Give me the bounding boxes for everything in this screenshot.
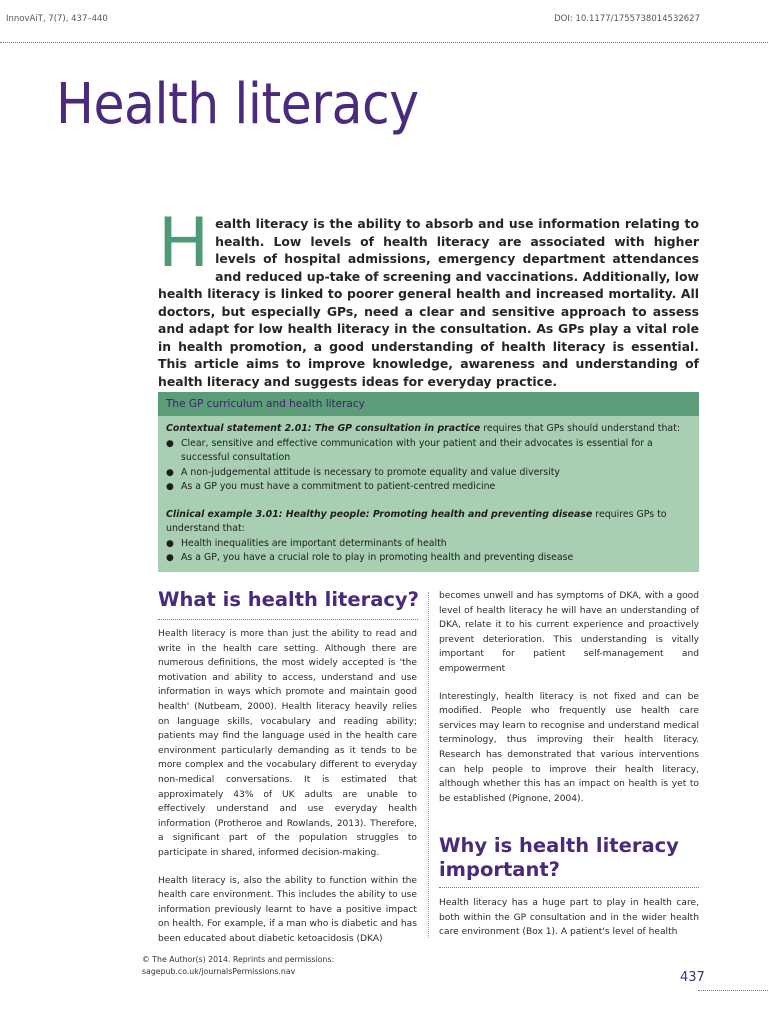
permissions-link[interactable]: sagepub.co.uk/journalsPermissions.nav [142,967,296,976]
heading-what-is: What is health literacy? [158,588,419,611]
footer-copyright [142,954,334,978]
abstract-text: ealth literacy is the ability to absorb and use information relating to health. Low levels of health literacy are associated with higher levels of hospital admissions, emergency department attendances and reduced up-take of screening and vaccinations. Additionally, low health literacy is linked to poorer general health and increased mortality. All doctors, but especially GPs, need a clear and sensitive approach to assess and adapt for low health literacy in the consultation. As GPs play a vital role in health promotion, a good understanding of health literacy is essential. This article aims to improve knowledge, awareness and understanding of health literacy and suggests ideas for everyday practice. [158,216,699,389]
bullet-icon: ● [166,538,174,549]
doi-label: DOI: 10.1177/1755738014532627 [554,14,700,24]
list-item: ● Health inequalities are important determinants of health [166,537,691,552]
box-section1-title: Contextual statement 2.01: The GP consultation in practice [166,423,481,434]
box-section1-rest: requires that GPs should understand that: [480,423,680,434]
right-column-cont [439,896,699,953]
article-title: Health literacy [56,72,419,137]
box-section1-lead [166,422,691,437]
paragraph: Health literacy is more than just the ability to read and write in the health care setting. Although there are numerous definitions, the most widely accepted is 'the motivation and ability to access, understand and use information in ways which promote and maintain good health' (Nutbeam, 2000). Health literacy heavily relies on language skills, vocabulary and reading ability; patients may find the language used in the health care environment particularly demanding as it tends to be more complex and the vocabulary different to everyday non-medical conversations. It is estimated that approximately 43% of UK adults are unable to effectively understand and use everyday health information (Protheroe and Rowlands, 2013). Therefore, a significant part of the population struggles to participate in shared, informed decision-making. [158,629,417,858]
right-column [439,589,699,819]
bullet-icon: ● [166,438,174,449]
paragraph: Health literacy is, also the ability to function within the health care environment. This includes the ability to use information previously learnt to have a positive impact on health. For example, if a man who is diabetic and has been educated about diabetic ketoacidosis (DKA) [158,875,417,944]
list-item: ● As a GP, you have a crucial role to play in promoting health and preventing disease [166,551,691,566]
heading-underline [439,887,699,888]
header-divider [0,42,768,43]
box-section2-rest: requires GPs to understand that: [166,508,667,534]
drop-cap: H [158,204,210,283]
paragraph: Interestingly, health literacy is not fixed and can be modified. People who frequently use health care services may learn to recognise and understand medical terminology, thus improving their health literacy. Research has demonstrated that various interventions can help people to improve their health literacy, although whether this has an impact on health is yet to be established (Pignone, 2004). [439,691,699,804]
bullet-icon: ● [166,467,174,478]
bullet-icon: ● [166,482,174,492]
curriculum-box [158,392,699,572]
copyright-line: © The Author(s) 2014. Reprints and permissions: [142,955,335,964]
page-number: 437 [680,970,705,985]
column-divider [428,592,429,938]
paragraph: becomes unwell and has symptoms of DKA, with a good level of health literacy he will have an understanding of DKA, relate it to his current experience and proactively prevent deterioration. This understanding is vitally important for patient self-management and empowerment [439,591,699,674]
list-item: ● As a GP you must have a commitment to patient-centred medicine [166,480,691,495]
list-item: ● Clear, sensitive and effective communication with your patient and their advocates is essential for a successful consultation [166,437,653,463]
heading-underline [158,619,418,620]
left-column [158,627,417,959]
box-section2-title: Clinical example 3.01: Healthy people: Promoting health and preventing disease [166,508,593,520]
journal-citation: InnovAiT, 7(7), 437–440 [6,14,108,24]
list-item: ● A non-judgemental attitude is necessary to promote equality and value diversity [166,466,691,481]
footer-divider [698,990,768,991]
box-section2-list [166,537,691,566]
bullet-icon: ● [166,553,174,563]
box-heading: The GP curriculum and health literacy [158,392,699,416]
box-section2-lead [166,508,691,537]
paragraph: Health literacy has a huge part to play in health care, both within the GP consultation and in the wider health care environment (Box 1). A patient's level of health [439,898,699,938]
abstract [158,204,699,390]
heading-why-important: Why is health literacy important? [439,834,679,881]
box-section1-list [166,437,691,495]
